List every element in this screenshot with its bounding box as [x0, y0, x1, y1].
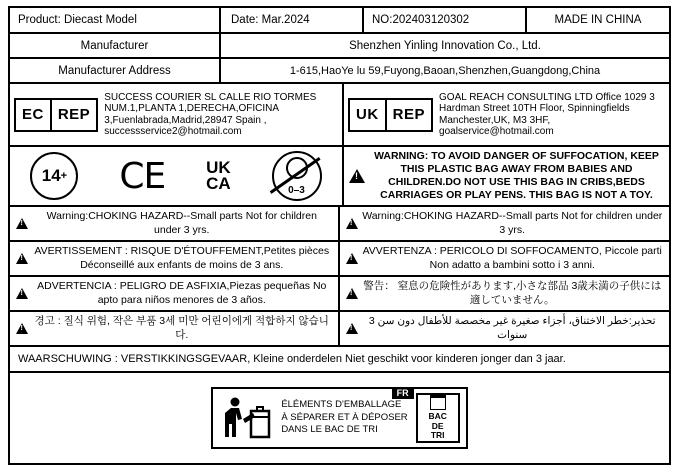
address-row	[10, 59, 669, 84]
number-cell: NO:202403120302	[364, 8, 527, 32]
warning-triangle-icon	[346, 288, 358, 299]
origin-cell: MADE IN CHINA	[554, 14, 642, 26]
age-mark-plus: +	[60, 170, 68, 182]
country-badge-fr: FR	[392, 387, 414, 399]
warning-row-3	[10, 277, 669, 312]
ec-rep-cell	[10, 84, 344, 145]
warning-cell-en-left	[10, 207, 340, 240]
warning-text: 警告： 窒息の危険性があります,小さな部品 3歳未満の子供には適していません。	[363, 280, 662, 306]
triman-line-1: ÉLÉMENTS D'EMBALLAGE	[281, 399, 402, 411]
ukca-line1: UK	[206, 157, 231, 177]
product-label-card	[8, 6, 671, 465]
uk-rep-text: GOAL REACH CONSULTING LTD Office 1029 3 Hardman Street 10TH Floor, Spinningfields Manchester,UK, M3 3HF, goalservice@hotmail.com	[439, 91, 655, 137]
manufacturer-label: Manufacturer	[10, 34, 221, 57]
ec-rep-badge-icon	[14, 98, 98, 132]
uk-rep-badge-second: REP	[392, 106, 426, 123]
warning-row-2	[10, 242, 669, 277]
warning-row-nl	[10, 347, 669, 373]
warning-row-4	[10, 312, 669, 347]
ukca-line2: CA	[206, 174, 231, 193]
triman-block	[211, 387, 467, 449]
ec-rep-badge-second: REP	[57, 106, 91, 123]
marks-row	[10, 147, 669, 207]
triman-instruction-text	[281, 399, 407, 436]
age-mark-number: 14	[41, 166, 61, 185]
warning-triangle-icon	[346, 253, 358, 264]
bin-shape	[430, 395, 446, 410]
warning-text: WAARSCHUWING : VERSTIKKINGSGEVAAR, Kleine onderdelen Niet geschikt voor kinderen jonger dan 3 jaar.	[18, 353, 566, 365]
warning-cell-ja	[340, 277, 670, 310]
warning-triangle-icon	[16, 253, 28, 264]
ec-rep-text: SUCCESS COURIER SL CALLE RIO TORMES NUM.1,PLANTA 1,DERECHA,OFICINA 3,Fuenlabrada,Madrid,28947 Spain , successservice2@hotmail.com	[104, 91, 317, 137]
bin-line-2: DE	[431, 420, 444, 431]
warning-triangle-icon	[346, 323, 358, 334]
warning-cell-en-right	[340, 207, 670, 240]
warning-triangle-icon	[16, 288, 28, 299]
triman-svg	[217, 395, 273, 441]
warning-text: AVERTISSEMENT : RISQUE D'ÉTOUFFEMENT,Petites pièces Déconseillé aux enfants de moins de 3 ans.	[34, 245, 330, 271]
warning-triangle-icon	[349, 169, 365, 183]
suffocation-warning-cell	[344, 147, 669, 205]
age-range-text: 0–3	[288, 185, 305, 196]
suffocation-warning-text: WARNING: TO AVOID DANGER OF SUFFOCATION, KEEP THIS PLASTIC BAG AWAY FROM BABIES AND CHILDREN.DO NOT USE THIS BAG IN CRIBS,BEDS CARRIAGES OR PLAY PENS. THIS BAG IS NOT A TOY.	[374, 149, 659, 202]
warning-text: تحذير:خطر الاختناق، أجزاء صغيرة غير مخصصة للأطفال دون سن 3 سنوات	[368, 315, 656, 341]
bin-line-3: TRI	[430, 430, 445, 441]
warning-cell-ko	[10, 312, 340, 345]
warning-triangle-icon	[346, 218, 358, 229]
triman-sorting-icon	[217, 395, 273, 441]
warning-cell-es	[10, 277, 340, 310]
warning-cell-ar	[340, 312, 670, 345]
warning-row-1	[10, 207, 669, 242]
ce-mark-icon: CE	[119, 155, 166, 197]
uk-rep-badge-first: UK	[350, 100, 387, 130]
warning-text: Warning:CHOKING HAZARD--Small parts Not for children under 3 yrs.	[362, 210, 663, 236]
header-row	[10, 8, 669, 34]
representatives-row	[10, 84, 669, 147]
uk-rep-cell	[344, 84, 669, 145]
warning-text: ADVERTENCIA : PELIGRO DE ASFIXIA,Piezas pequeñas No apto para niños menores de 3 años.	[37, 280, 327, 306]
triman-line-3: DANS LE BAC DE TRI	[281, 424, 378, 436]
ukca-mark-icon	[206, 157, 231, 193]
uk-rep-badge-icon	[348, 98, 433, 132]
ec-rep-badge-first: EC	[16, 100, 52, 130]
product-cell: Product: Diecast Model	[10, 8, 221, 32]
address-value: 1-615,HaoYe lu 59,Fuyong,Baoan,Shenzhen,Guangdong,China	[289, 64, 601, 77]
manufacturer-value: Shenzhen Yinling Innovation Co., Ltd.	[349, 39, 541, 52]
age-14-plus-icon	[30, 152, 78, 200]
warning-cell-fr	[10, 242, 340, 275]
address-label: Manufacturer Address	[10, 59, 221, 82]
warning-cell-it	[340, 242, 670, 275]
warning-text: AVVERTENZA : PERICOLO DI SOFFOCAMENTO, Piccole parti Non adatto a bambini sotto i 3 anni.	[362, 245, 662, 271]
triman-row	[10, 373, 669, 463]
manufacturer-row	[10, 34, 669, 59]
date-cell: Date: Mar.2024	[221, 8, 364, 32]
warning-text: 경고 : 질식 위험, 작은 부품 3세 미만 어린이에게 적합하지 않습니다.	[34, 315, 329, 341]
recycle-bin-badge-icon	[416, 393, 460, 443]
warning-triangle-icon	[16, 218, 28, 229]
warning-triangle-icon	[16, 323, 28, 334]
not-for-under-3-icon	[272, 151, 322, 201]
warning-text: Warning:CHOKING HAZARD--Small parts Not for children under 3 yrs.	[46, 210, 317, 236]
compliance-marks-cell	[10, 147, 344, 205]
triman-line-2: À SÉPARER ET À DÉPOSER	[281, 411, 408, 423]
bin-line-1: BAC	[428, 411, 447, 422]
